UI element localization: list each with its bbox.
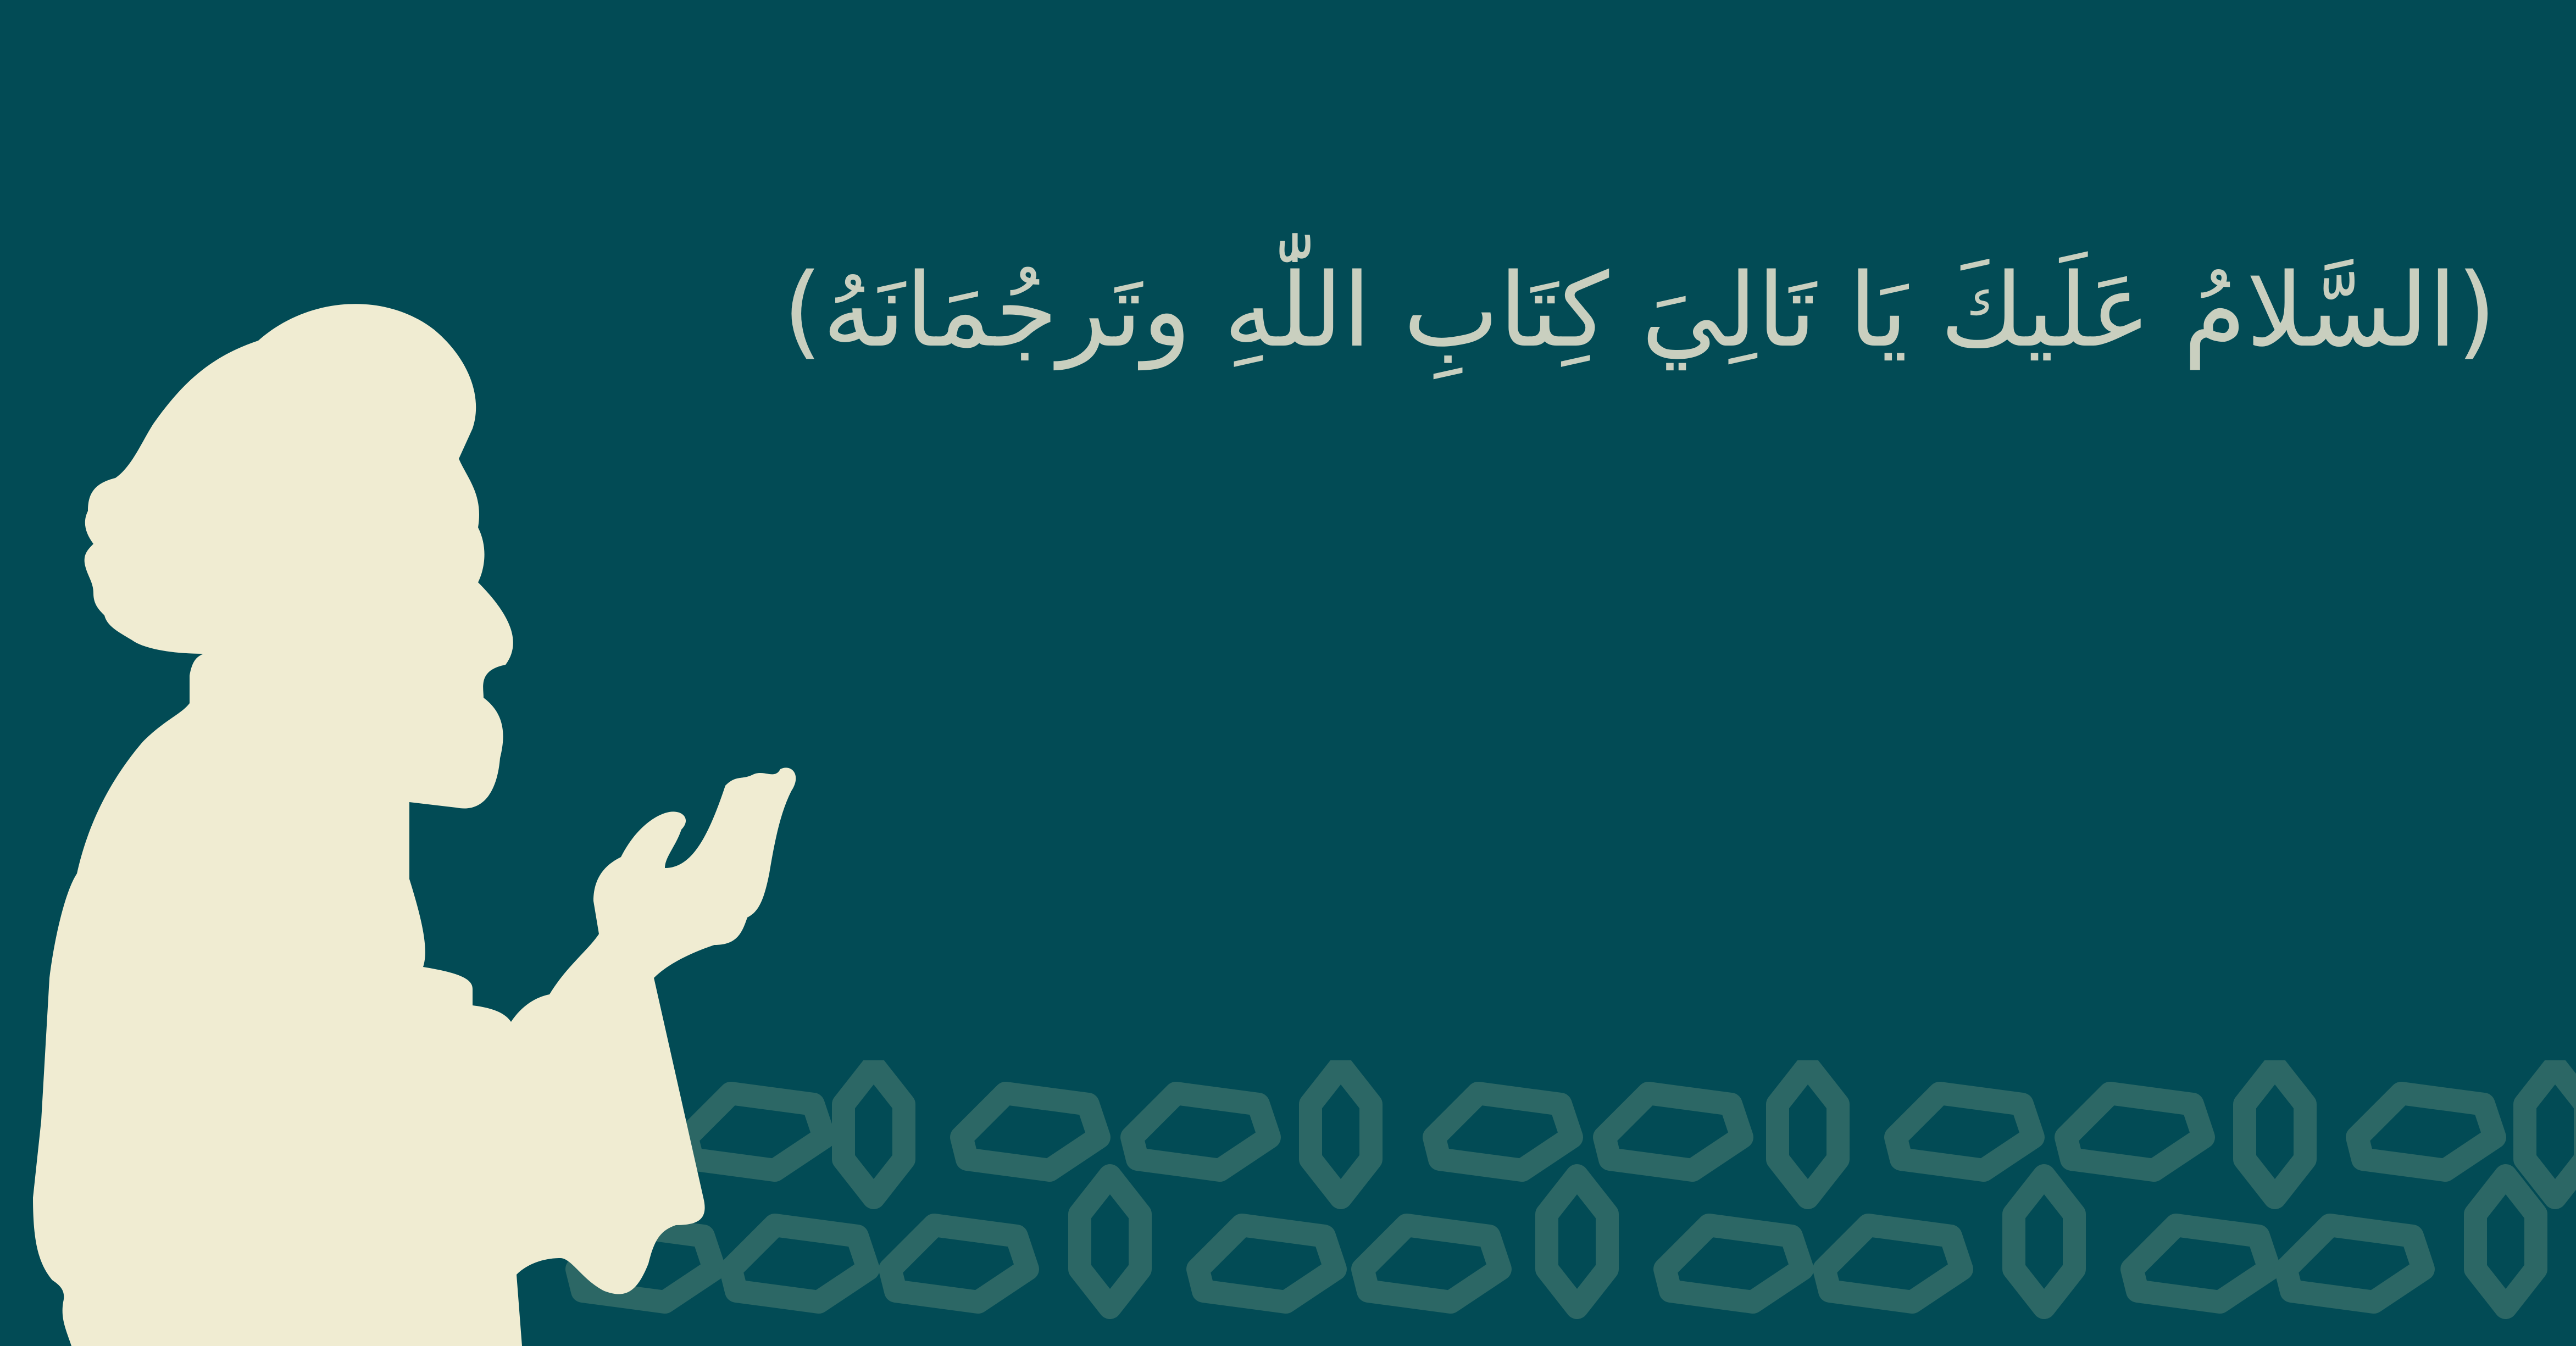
headline-salutation: (السَّلامُ عَلَيكَ يَا تَالِيَ كِتَابِ اللّٰهِ وتَرجُمَانَهُ) — [782, 251, 2496, 370]
